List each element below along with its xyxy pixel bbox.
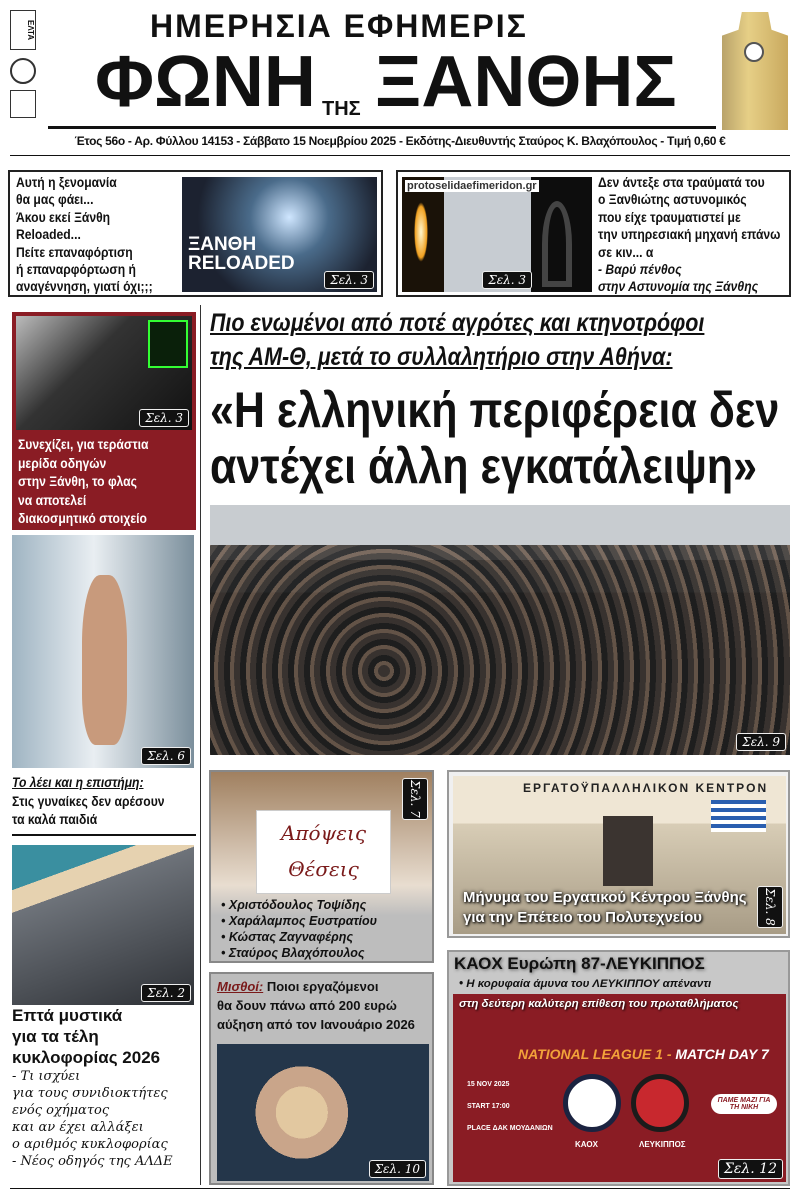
main-kicker[interactable] [210, 306, 704, 374]
columnist-name: Σταύρος Βλαχόπουλος [228, 946, 365, 960]
salaries-box[interactable] [209, 972, 434, 1185]
page-ref: Σελ. 3 [482, 271, 532, 289]
match-place: PLACE ΔΑΚ ΜΟΥΔΑΝΙΩΝ [467, 1125, 553, 1132]
headline-line: «Η ελληνική περιφέρεια δεν [210, 382, 780, 438]
teaser-line: ή επαναρφόρτωση ή [16, 262, 136, 278]
teaser-turn-signal[interactable] [12, 312, 196, 530]
teaser-line: Άκου εκεί Ξάνθη [16, 209, 111, 225]
teaser-line: στην Αστυνομία της Ξάνθης [598, 279, 759, 295]
teaser-line: διακοσμητικό στοιχείο [18, 511, 147, 526]
team-name: ΛΕΥΚΙΠΠΟΣ [639, 1140, 686, 1149]
teaser-title: για τα τέλη [12, 1027, 99, 1046]
kicker-line: της ΑΜ-Θ, μετά το συλλαλητήριο στην Αθήνα: [210, 343, 673, 371]
opinions-box[interactable] [209, 770, 434, 963]
teaser-line: στην Ξάνθη, το φλας [18, 474, 137, 489]
teaser-line: ενός οχήματος [12, 1103, 110, 1118]
match-start: START 17:00 [467, 1103, 510, 1110]
masthead-subtitle: ΗΜΕΡΗΣΙΑ ΕΦΗΜΕΡΙΣ [150, 8, 528, 44]
masthead-rule [48, 126, 716, 129]
page-ref: Σελ. 2 [141, 984, 191, 1002]
columnist[interactable]: • Κώστας Ζαγναφέρης [221, 930, 354, 944]
teaser-line: σε κιν... α [598, 244, 654, 260]
page-ref: Σελ. 3 [139, 409, 189, 427]
teaser-line: που είχε τραυματιστεί με [598, 209, 741, 225]
xanthi-reloaded-image [182, 177, 377, 292]
match-date: 15 NOV 2025 [467, 1081, 510, 1088]
teaser-line: θα μας φάει... [16, 192, 94, 208]
masthead-title-mid: ΤΗΣ [322, 98, 361, 120]
columnist[interactable]: • Χριστόδουλος Τοψίδης [221, 898, 367, 912]
euro-wallet-image [217, 1044, 429, 1181]
teaser-line: αναγέννηση, γιατί όχι;;; [16, 279, 153, 295]
protest-crowd-image[interactable] [210, 505, 790, 755]
opinions-sign-line: Θέσεις [288, 857, 359, 881]
teaser-line: • Η κορυφαία άμυνα του ΛΕΥΚΙΠΠΟΥ απέναντι [459, 978, 712, 990]
turn-signal-image [16, 316, 192, 430]
teaser-line: ο Ξανθιώτης αστυνομικός [598, 192, 747, 208]
clock-tower-image [722, 12, 788, 130]
teaser-kicker: Το λέει και η επιστήμη: [12, 775, 144, 790]
match-poster-image [453, 994, 786, 1182]
opinions-sign-line: Απόψεις [280, 821, 367, 845]
league-name: NATIONAL LEAGUE 1 - [518, 1046, 676, 1062]
teaser-police-officer[interactable] [396, 170, 791, 297]
image-overlay-text: ΞΑΝΘΗ RELOADED [188, 234, 295, 274]
teaser-line: Δεν άντεξε στα τραύματά του [598, 175, 765, 190]
teaser-road-tax[interactable] [12, 1005, 173, 1170]
teaser-line: στη δεύτερη καλύτερη επίθεση του πρωταθλήματος [459, 998, 739, 1010]
teaser-line: Πείτε επαναφόρτιση [16, 244, 133, 260]
teaser-line: μερίδα οδηγών [18, 455, 107, 471]
columnist[interactable]: • Σταύρος Βλαχόπουλος [221, 946, 365, 960]
masthead-title-left: ΦΩΝΗ [95, 42, 316, 122]
teaser-line: Ποιοι εργαζόμενοι [263, 979, 379, 994]
labor-center-image [453, 776, 786, 934]
teaser-line: - Τι ισχύει [12, 1069, 81, 1084]
teaser-line: Αυτή η ξενομανία [16, 175, 117, 190]
teaser-line: - Νέος οδηγός της ΑΛΔΕ [12, 1154, 173, 1169]
headline-line: αντέχει άλλη εγκατάλειψη» [210, 438, 758, 494]
divider [12, 834, 196, 836]
elta-logo [10, 10, 40, 120]
page-ref: Σελ. 7 [402, 778, 428, 820]
leukippos-logo [631, 1074, 689, 1132]
columnist-name: Χαράλαμπος Ευστρατίου [228, 914, 378, 928]
woman-shower-image[interactable] [12, 535, 194, 768]
teaser-line: ο αριθμός κυκλοφορίας [12, 1137, 168, 1152]
bottom-rule [10, 1188, 790, 1189]
kaox-logo [563, 1074, 621, 1132]
teaser-line: και αν έχει αλλάξει [12, 1120, 144, 1135]
teaser-line: Μήνυμα του Εργατικού Κέντρου Ξάνθης [463, 889, 747, 906]
column-divider [200, 305, 201, 1185]
salaries-kicker: Μισθοί: [217, 979, 264, 994]
columnist[interactable]: • Χαράλαμπος Ευστρατίου [221, 914, 378, 928]
info-rule [10, 155, 790, 156]
teaser-science[interactable] [12, 774, 182, 830]
teaser-line: τα καλά παιδιά [12, 812, 98, 827]
page-ref: Σελ. 10 [369, 1160, 426, 1178]
teaser-line: Συνεχίζει, για τεράστια [18, 437, 149, 452]
page-ref: Σελ. 6 [141, 747, 191, 765]
teaser-xanthi-reloaded[interactable] [8, 170, 383, 297]
teaser-line: για την Επέτειο του Πολυτεχνείου [463, 909, 702, 926]
teaser-line: Reloaded... [16, 227, 81, 243]
page-ref: Σελ. 8 [757, 886, 783, 928]
teaser-line: θα δουν πάνω από 200 ευρώ [217, 998, 397, 1013]
masthead-title-right: ΞΑΝΘΗΣ [375, 42, 677, 122]
labor-center-box[interactable] [447, 770, 790, 938]
page-ref: Σελ. 9 [736, 733, 786, 751]
building-sign: ΕΡΓΑΤΟΫΠΑΛΛΗΛΙΚΟΝ ΚΕΝΤΡΟΝ [523, 781, 769, 795]
match-day: MATCH DAY 7 [675, 1046, 769, 1062]
basketball-box[interactable] [447, 950, 790, 1186]
teaser-line: την υπηρεσιακή μηχανή επάνω [598, 227, 781, 243]
teaser-line: Στις γυναίκες δεν αρέσουν [12, 793, 165, 809]
mourning-image [402, 177, 592, 292]
kicker-line: Πιο ενωμένοι από ποτέ αγρότες και κτηνοτρόφοι [210, 309, 705, 337]
elta-text: ΕΛΤΑ [10, 10, 36, 50]
teaser-line: αύξηση από τον Ιανουάριο 2026 [217, 1017, 415, 1032]
page-ref: Σελ. 12 [718, 1159, 783, 1179]
teaser-line: για τους συνιδιοκτήτες [12, 1086, 168, 1101]
page-ref: Σελ. 3 [324, 271, 374, 289]
basketball-title: ΚΑΟΧ Ευρώπη 87-ΛΕΥΚΙΠΠΟΣ [454, 954, 705, 973]
issue-info-line: Έτος 56ο - Αρ. Φύλλου 14153 - Σάββατο 15 Νοεμβρίου 2025 - Εκδότης-Διευθυντής Σταύρος Κ. Βλαχόπουλος - Τιμή 0,60 € [74, 134, 726, 148]
traffic-image[interactable] [12, 845, 194, 1005]
teaser-line: - Βαρύ πένθος [598, 262, 682, 278]
teaser-line: να αποτελεί [18, 492, 87, 508]
main-headline[interactable] [210, 382, 779, 494]
watermark: protoselidaefimeridon.gr [407, 180, 537, 192]
team-name: ΚΑΟΧ [575, 1140, 598, 1149]
columnist-name: Κώστας Ζαγναφέρης [228, 930, 354, 944]
columnist-name: Χριστόδουλος Τοψίδης [228, 898, 367, 912]
teaser-title: κυκλοφορίας 2026 [12, 1048, 161, 1067]
teaser-title: Επτά μυστικά [12, 1006, 123, 1025]
cta-pill: ΠΑΜΕ ΜΑΖΙ ΓΙΑ ΤΗ ΝΙΚΗ [711, 1094, 777, 1114]
